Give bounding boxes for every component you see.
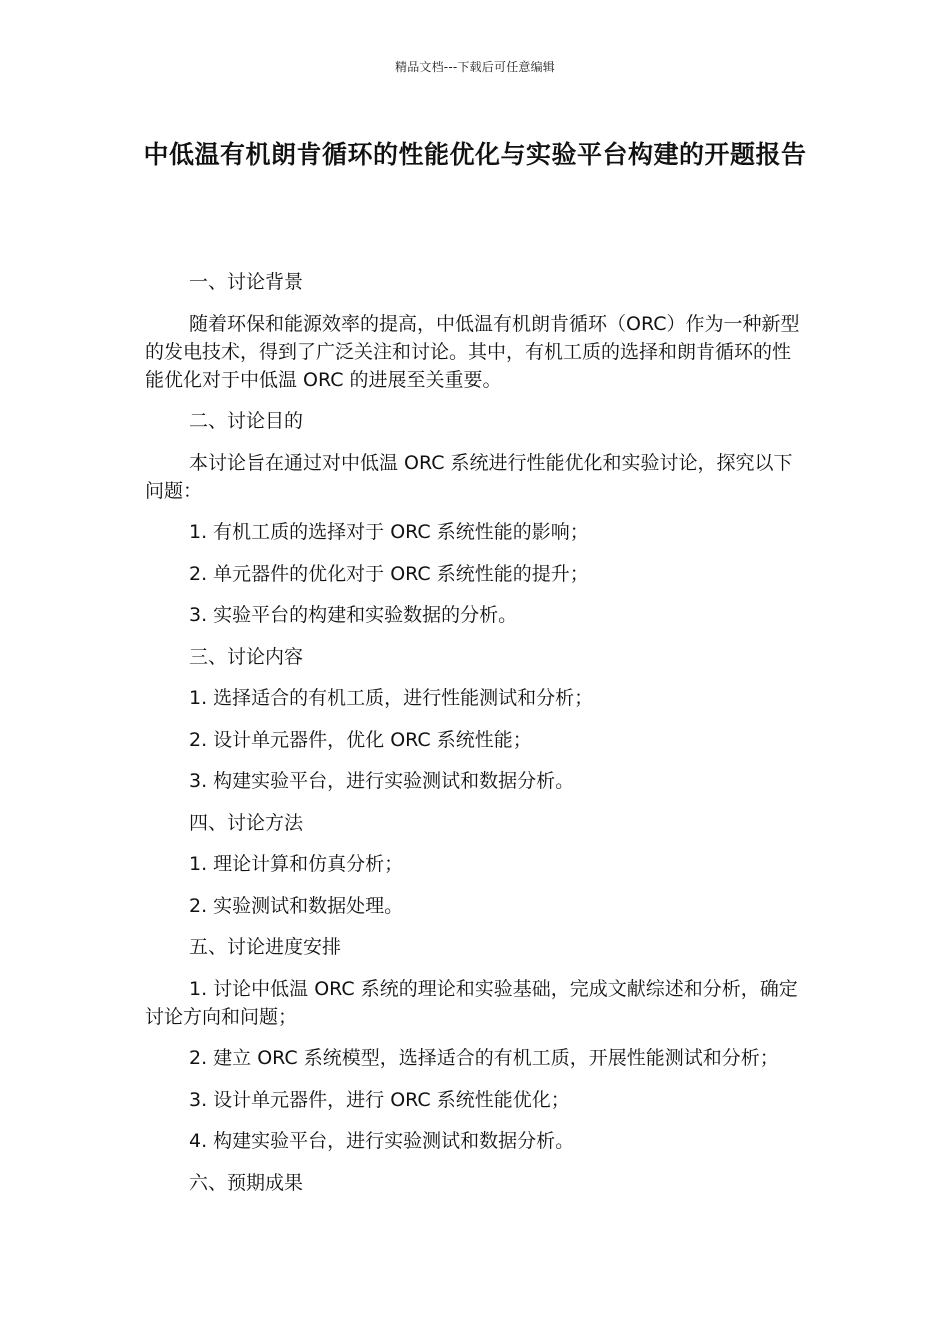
list-item: 1. 讨论中低温 ORC 系统的理论和实验基础，完成文献综述和分析，确定讨论方向和问题； [145, 977, 798, 1028]
section-heading-expected-results: 六、预期成果 [189, 1171, 304, 1194]
section-heading-content: 三、讨论内容 [189, 645, 304, 668]
section-heading-purpose: 二、讨论目的 [189, 410, 304, 432]
list-item: 1. 有机工质的选择对于 ORC 系统性能的影响； [189, 521, 589, 543]
document-title: 中低温有机朗肯循环的性能优化与实验平台构建的开题报告 [143, 140, 807, 169]
list-item: 1. 选择适合的有机工质，进行性能测试和分析； [189, 687, 594, 709]
list-item: 1. 理论计算和仿真分析； [189, 853, 404, 875]
list-item: 4. 构建实验平台，进行实验测试和数据分析。 [189, 1130, 575, 1152]
section-heading-methods: 四、讨论方法 [189, 811, 304, 834]
list-item: 2. 设计单元器件，优化 ORC 系统性能； [189, 728, 532, 751]
paragraph-background: 随着环保和能源效率的提高，中低温有机朗肯循环（ORC）作为一种新型的发电技术，得到了广泛关注和讨论。其中，有机工质的选择和朗肯循环的性能优化对于中低温 ORC 的进展至关重要。 [145, 312, 800, 391]
list-item: 2. 单元器件的优化对于 ORC 系统性能的提升； [189, 562, 589, 585]
paragraph-purpose: 本讨论旨在通过对中低温 ORC 系统进行性能优化和实验讨论，探究以下问题： [145, 451, 793, 502]
list-item: 2. 建立 ORC 系统模型，选择适合的有机工质，开展性能测试和分析； [189, 1047, 779, 1069]
list-item: 3. 构建实验平台，进行实验测试和数据分析。 [189, 770, 575, 792]
list-item: 3. 实验平台的构建和实验数据的分析。 [189, 604, 518, 626]
list-item: 2. 实验测试和数据处理。 [189, 894, 404, 917]
document-body [145, 268, 805, 1210]
header-note: 精品文档---下载后可任意编辑 [395, 60, 555, 74]
section-heading-schedule: 五、讨论进度安排 [189, 936, 342, 958]
section-heading-background: 一、讨论背景 [189, 271, 304, 293]
list-item: 3. 设计单元器件，进行 ORC 系统性能优化； [189, 1088, 570, 1111]
